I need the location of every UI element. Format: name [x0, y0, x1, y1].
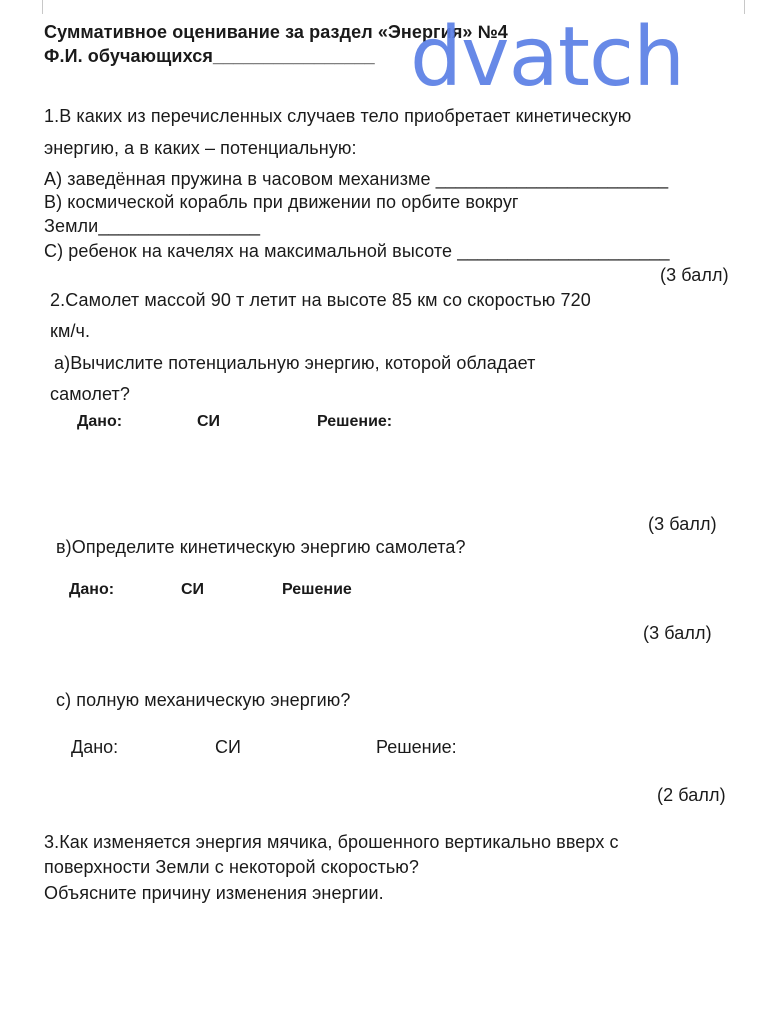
q2a-si-label: СИ [197, 413, 221, 430]
q2b-si-label: СИ [181, 581, 205, 598]
q3-text-line1: 3.Как изменяется энергия мячика, брошенного вертикально вверх с [44, 832, 619, 852]
q2b-given-label: Дано: [69, 581, 115, 598]
q2a-points: (3 балл) [648, 514, 717, 534]
q2a-text-line2: самолет? [50, 384, 130, 404]
q1-option-b-line1: В) космической корабль при движении по орбите вокруг [44, 192, 519, 212]
q2c-solution-label: Решение: [376, 737, 457, 757]
q1-text-line2: энергию, а в каких – потенциальную: [44, 138, 357, 158]
students-name-line: Ф.И. обучающихся________________ [44, 46, 375, 66]
crop-mark-left [42, 0, 43, 14]
q2a-solution-label: Решение: [317, 413, 393, 430]
q2-text-line1: 2.Самолет массой 90 т летит на высоте 85 км со скоростью 720 [50, 290, 591, 310]
q1-option-b-line2: Земли________________ [44, 216, 261, 236]
q1-text-line1: 1.В каких из перечисленных случаев тело приобретает кинетическую [44, 106, 632, 126]
q2c-si-label: СИ [215, 737, 241, 757]
q3-text-line3: Объясните причину изменения энергии. [44, 883, 384, 903]
crop-mark-right [744, 0, 745, 14]
q2a-given-label: Дано: [77, 413, 123, 430]
q2c-text: с) полную механическую энергию? [56, 690, 351, 710]
q1-points: (3 балл) [660, 265, 729, 285]
document-title: Суммативное оценивание за раздел «Энергия» №4 [44, 22, 508, 42]
q2b-text: в)Определите кинетическую энергию самолета? [56, 537, 466, 557]
q1-option-a: А) заведённая пружина в часовом механизме _______________________ [44, 169, 669, 189]
q1-option-c: С) ребенок на качелях на максимальной высоте _____________________ [44, 241, 670, 261]
q2c-given-label: Дано: [71, 737, 119, 757]
q2a-text-line1: а)Вычислите потенциальную энергию, которой обладает [54, 353, 536, 373]
q3-text-line2: поверхности Земли с некоторой скоростью? [44, 857, 420, 877]
q2b-points: (3 балл) [643, 623, 712, 643]
q2-text-line2: км/ч. [50, 321, 91, 341]
q2c-points: (2 балл) [657, 785, 726, 805]
q2b-solution-label: Решение [282, 581, 352, 598]
watermark-logo: dvatch [410, 10, 685, 105]
